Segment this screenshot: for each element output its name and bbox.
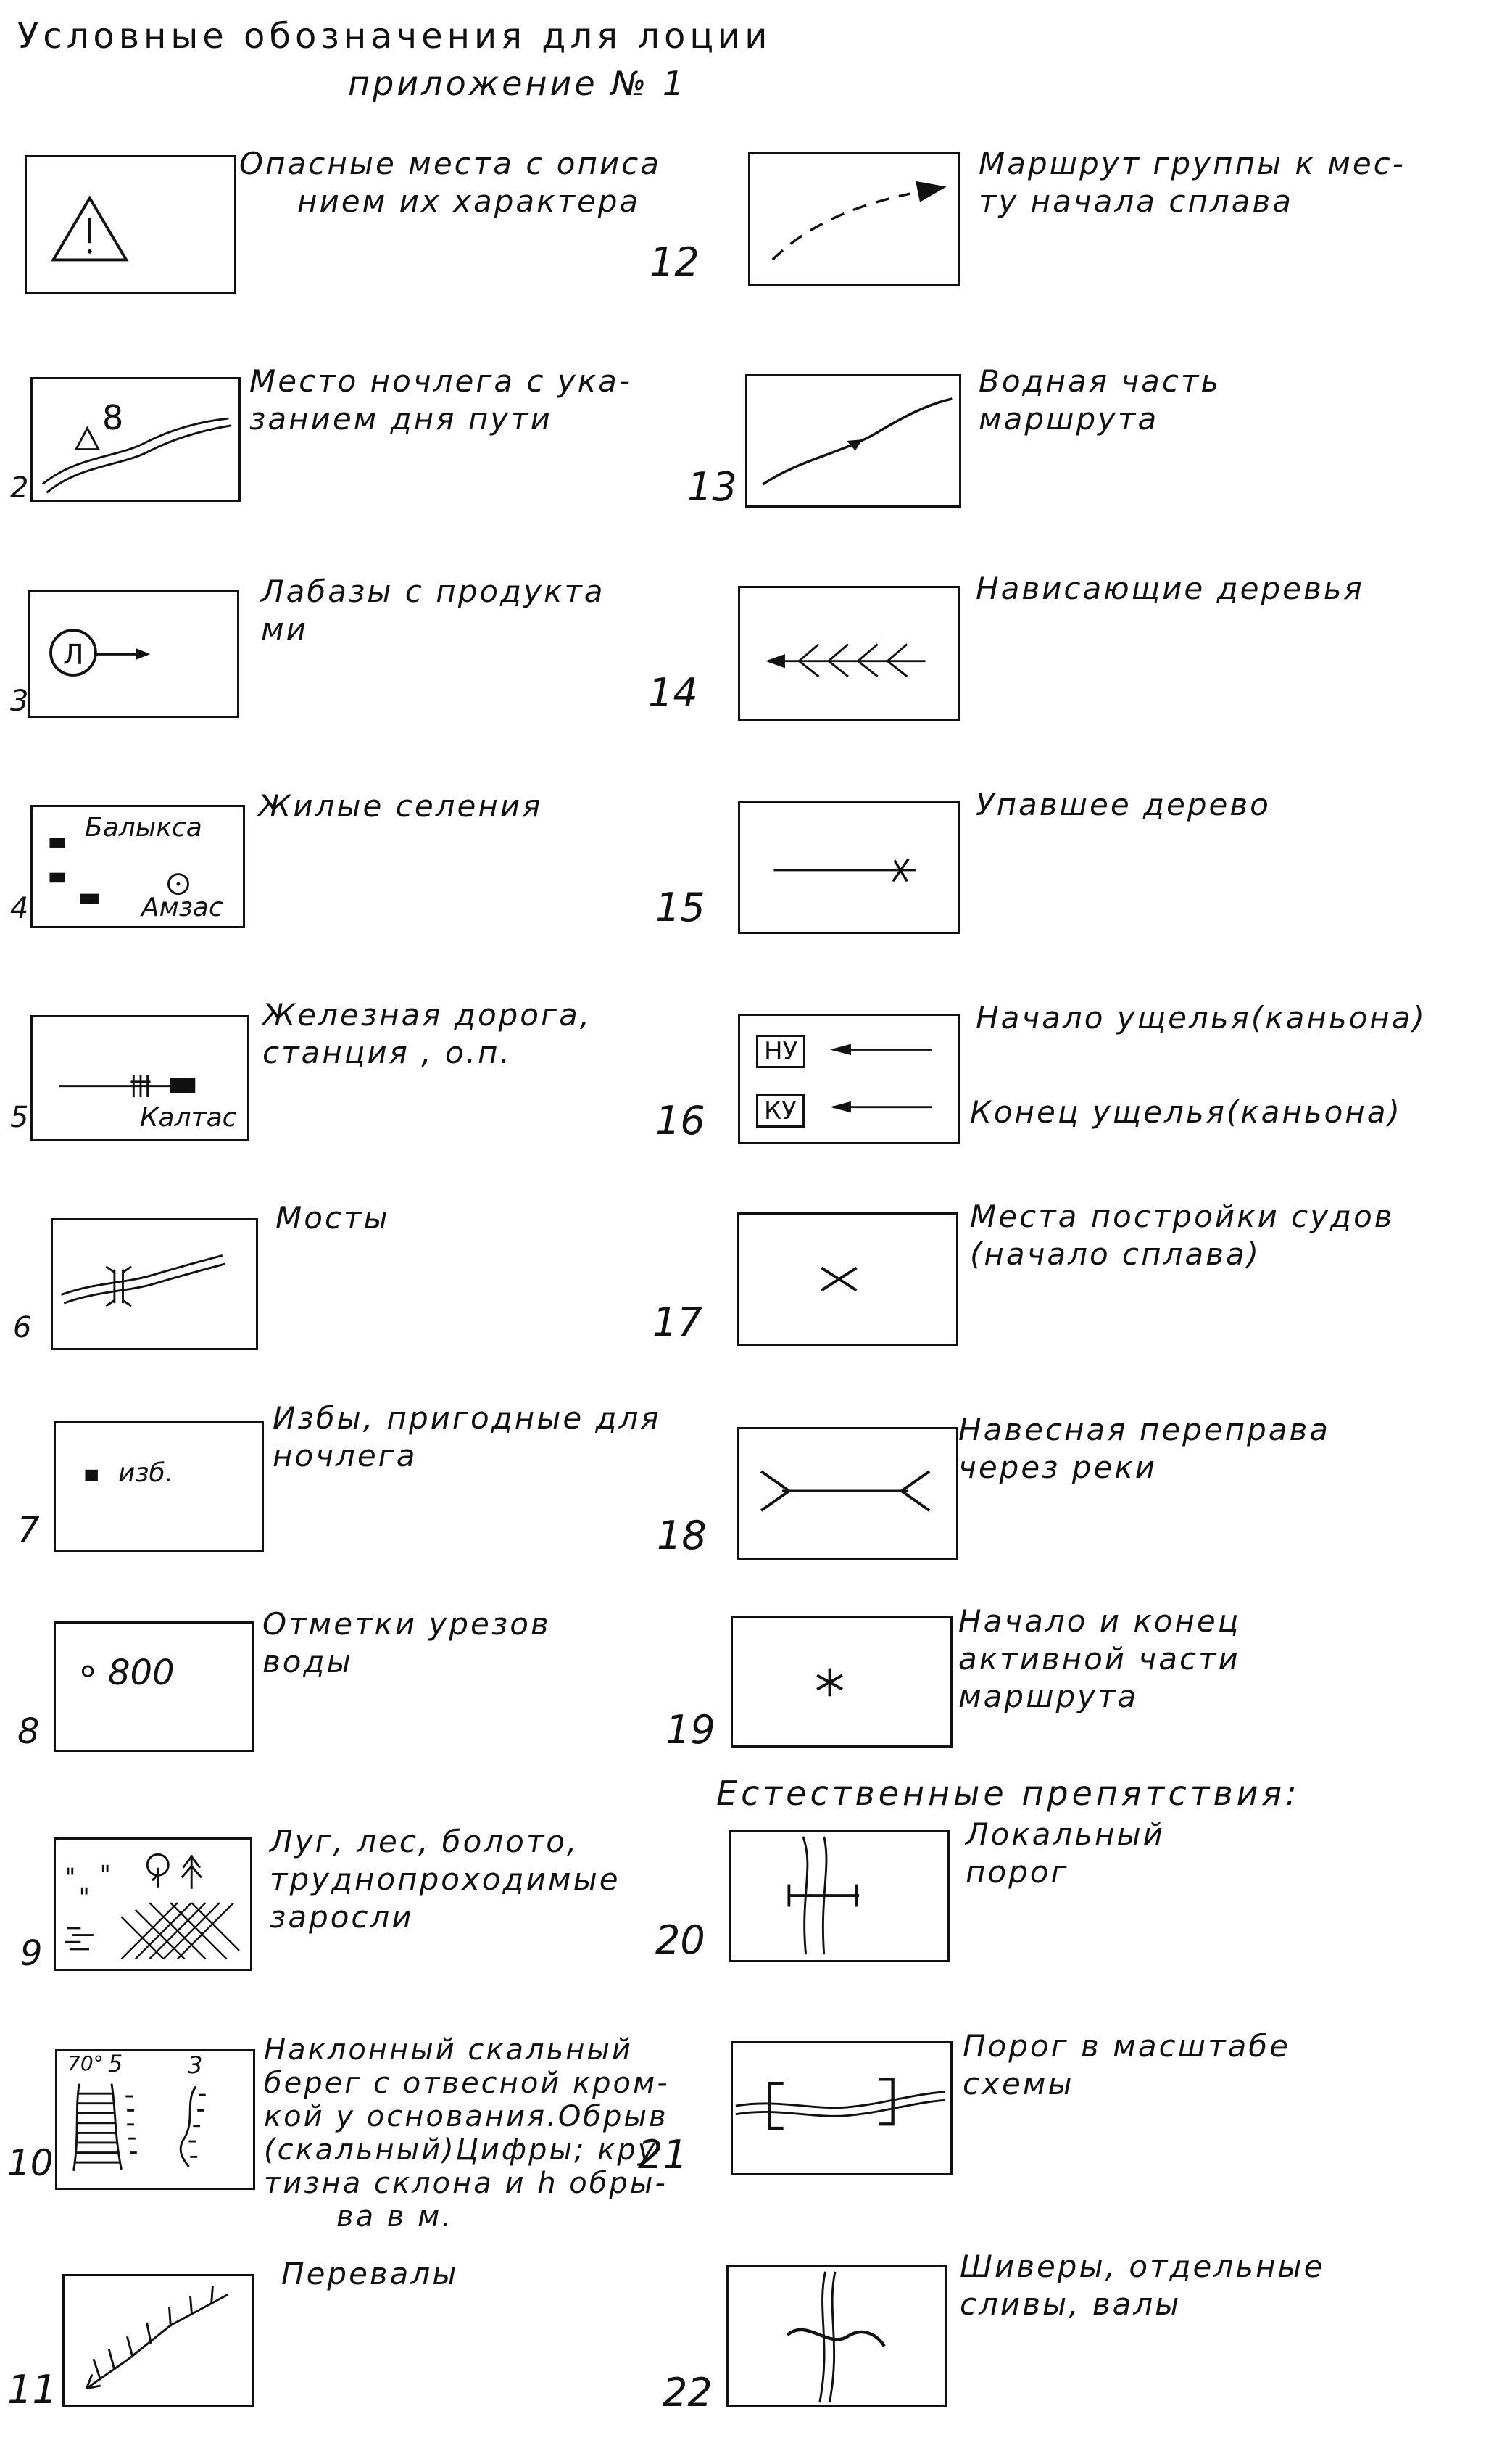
- item-number-17: 17: [652, 1299, 702, 1345]
- item-number-10: 10: [7, 2142, 54, 2184]
- asterisk-icon: [733, 1618, 950, 1745]
- legend-label-6: Мосты: [275, 1200, 390, 1236]
- symbol-box-canyon: [738, 1014, 960, 1144]
- symbol-box-vegetation: [54, 1837, 252, 1971]
- item-number-8: 8: [17, 1711, 40, 1752]
- cliff-height-1: 5: [108, 2050, 123, 2078]
- warning-triangle-icon: [27, 157, 234, 292]
- dashed-route-arrow-icon: [750, 154, 958, 284]
- day-number: 8: [102, 398, 124, 437]
- legend-label-4: Жилые селения: [258, 788, 543, 824]
- cache-letter: Л: [63, 639, 84, 671]
- item-number-16: 16: [655, 1098, 705, 1144]
- legend-label-14: Нависающие деревья: [976, 571, 1364, 606]
- meadow-forest-swamp-icon: [56, 1840, 250, 1969]
- item-number-7: 7: [17, 1510, 40, 1550]
- legend-label-3: Лабазы с продукта ми: [261, 574, 605, 647]
- item-number-12: 12: [650, 239, 700, 285]
- legend-label-22: Шиверы, отдельные сливы, валы: [960, 2249, 1325, 2322]
- page-title: Условные обозначения для лоции: [17, 16, 772, 57]
- cross-icon: [739, 1215, 956, 1344]
- station-name: Калтас: [140, 1103, 237, 1133]
- item-number-5: 5: [10, 1101, 29, 1134]
- symbol-box-scaled-rapid: [731, 2041, 953, 2175]
- item-number-9: 9: [20, 1933, 43, 1974]
- settlement-name-2: Амзас: [141, 893, 223, 922]
- settlement-name-1: Балыкса: [85, 813, 202, 843]
- legend-label-16b: Конец ущелья(каньона): [970, 1094, 1402, 1130]
- item-number-22: 22: [663, 2370, 713, 2415]
- overhanging-trees-icon: [740, 588, 958, 719]
- hut-abbrev: изб.: [118, 1458, 174, 1488]
- symbol-box-dangerous-places: [25, 155, 236, 294]
- symbol-box-settlements: [30, 805, 245, 928]
- water-level-value: 800: [108, 1653, 175, 1693]
- symbol-box-railway: [30, 1015, 249, 1141]
- bridge-icon: [53, 1220, 256, 1348]
- item-number-3: 3: [10, 685, 29, 718]
- cliff-slope-angle: 70°: [67, 2051, 104, 2075]
- legend-label-15: Упавшее дерево: [976, 787, 1271, 822]
- symbol-box-bridges: [51, 1218, 258, 1350]
- legend-label-12: Маршрут группы к мес- ту начала сплава: [979, 146, 1406, 219]
- canyon-end-plate: КУ: [756, 1094, 805, 1128]
- legend-label-7: Избы, пригодные для ночлега: [273, 1400, 661, 1473]
- item-number-6: 6: [13, 1311, 32, 1344]
- symbol-box-shivers: [726, 2265, 947, 2407]
- legend-label-1: Опасные места с описа нием их характера: [239, 146, 662, 219]
- symbol-box-fallen-tree: [738, 801, 960, 934]
- legend-label-13: Водная часть маршрута: [979, 363, 1221, 437]
- scaled-rapid-icon: [733, 2043, 950, 2173]
- legend-label-16a: Начало ущелья(каньона): [976, 1000, 1427, 1035]
- item-number-11: 11: [7, 2367, 57, 2413]
- symbol-box-water-levels: [54, 1621, 254, 1752]
- item-number-15: 15: [655, 885, 705, 930]
- legend-label-9: Луг, лес, болото, труднопроходимые заросли: [270, 1824, 621, 1935]
- water-route-line-icon: [747, 376, 959, 505]
- legend-label-17: Места постройки судов (начало сплава): [970, 1199, 1395, 1272]
- legend-label-11: Перевалы: [281, 2256, 459, 2291]
- symbol-box-food-caches: [28, 590, 239, 718]
- symbol-box-boat-building: [737, 1212, 958, 1346]
- page-subtitle: приложение № 1: [348, 64, 687, 103]
- symbol-box-water-route: [745, 374, 961, 508]
- camp-triangle-icon: [33, 379, 238, 500]
- symbol-box-active-route: [731, 1616, 953, 1748]
- item-number-14: 14: [648, 670, 698, 716]
- item-number-2: 2: [10, 471, 29, 505]
- legend-label-21: Порог в масштабе схемы: [963, 2028, 1291, 2101]
- symbol-box-huts: [54, 1421, 264, 1552]
- symbol-box-group-route: [748, 152, 960, 286]
- item-number-20: 20: [655, 1917, 705, 1963]
- cliff-height-2: 3: [188, 2051, 203, 2079]
- legend-label-8: Отметки урезов воды: [262, 1606, 551, 1679]
- legend-label-5: Железная дорога, станция , о.п.: [262, 997, 592, 1070]
- symbol-box-cliff-banks: [55, 2049, 255, 2190]
- symbol-box-local-rapid: [729, 1830, 950, 1962]
- legend-label-2: Место ночлега с ука- занием дня пути: [249, 363, 633, 437]
- symbol-box-cable-crossing: [737, 1427, 958, 1560]
- fallen-tree-icon: [740, 803, 958, 932]
- pass-branch-icon: [65, 2276, 252, 2405]
- symbol-box-overnight-stay: [30, 377, 241, 502]
- local-rapid-icon: [731, 1832, 947, 1960]
- symbol-box-passes: [62, 2274, 254, 2407]
- shiver-icon: [729, 2267, 945, 2405]
- item-number-18: 18: [657, 1513, 707, 1558]
- section-natural-obstacles: Естественные препятствия:: [716, 1774, 1300, 1813]
- legend-label-20: Локальный порог: [966, 1816, 1165, 1890]
- cable-crossing-icon: [739, 1429, 956, 1558]
- legend-label-10: Наклонный скальный берег с отвесной кром- кой у основания.Обрыв (скальный)Цифры; кру тизна склона и h обры- ва в м.: [264, 2033, 670, 2233]
- item-number-19: 19: [665, 1707, 715, 1753]
- cache-arrow-icon: [30, 592, 237, 716]
- item-number-21: 21: [638, 2132, 688, 2178]
- item-number-4: 4: [10, 892, 29, 925]
- legend-label-18: Навесная переправа через реки: [958, 1412, 1330, 1485]
- canyon-start-plate: НУ: [756, 1035, 805, 1068]
- item-number-13: 13: [687, 464, 737, 510]
- legend-label-19: Начало и конец активной части маршрута: [958, 1603, 1241, 1714]
- symbol-box-overhanging-trees: [738, 586, 960, 721]
